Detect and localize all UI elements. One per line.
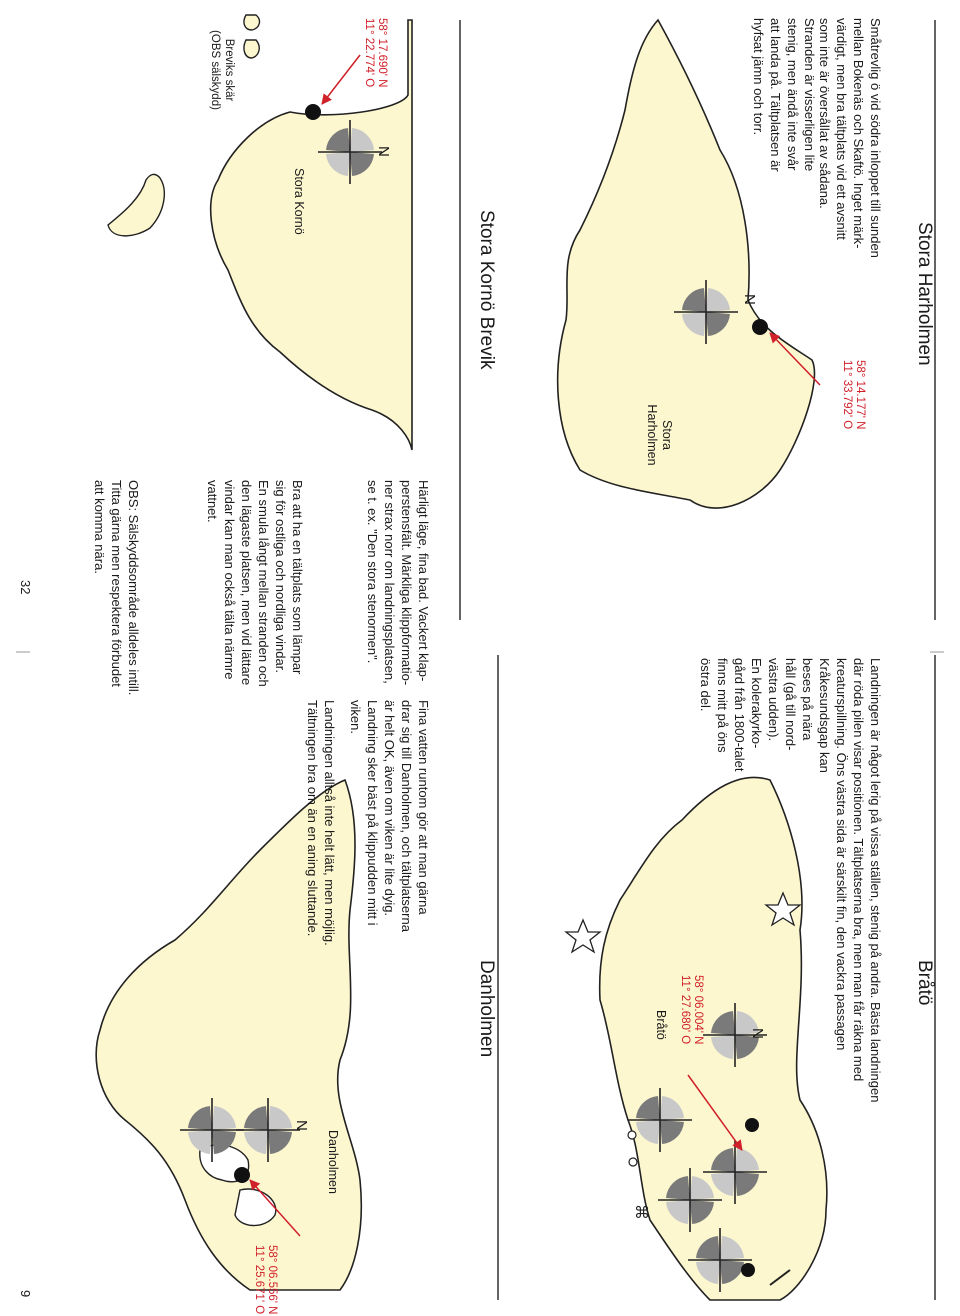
landing-marker-danholmen (234, 1167, 250, 1183)
title-stora-kornö-brevik: Stora Kornö Brevik (476, 210, 497, 370)
compass-n-harholmen: N (741, 294, 758, 305)
page-number-right: 9 (18, 1290, 33, 1298)
chapel-glyph: ⌘ (634, 1203, 650, 1222)
title-danholmen: Danholmen (476, 960, 497, 1058)
compass-n-kornö: N (375, 146, 392, 157)
landmark-star-2 (566, 920, 600, 952)
islet-kornö-2 (244, 15, 259, 30)
title-stora-harholmen: Stora Harholmen (914, 222, 935, 366)
title-bratö: Bråtö (914, 960, 935, 1006)
arrow-kornö (322, 55, 360, 104)
landing-marker-harholmen (752, 319, 768, 335)
landing-marker-kornö (305, 104, 321, 120)
page-number-left: 32 (18, 580, 33, 595)
islet-kornö-1 (108, 174, 164, 236)
compass-n-bratö: N (749, 1028, 766, 1039)
marker-bratö-2 (741, 1263, 755, 1277)
marker-bratö-1 (745, 1118, 759, 1132)
compass-n-danholmen: N (293, 1120, 310, 1131)
islet-kornö-3 (244, 40, 259, 58)
